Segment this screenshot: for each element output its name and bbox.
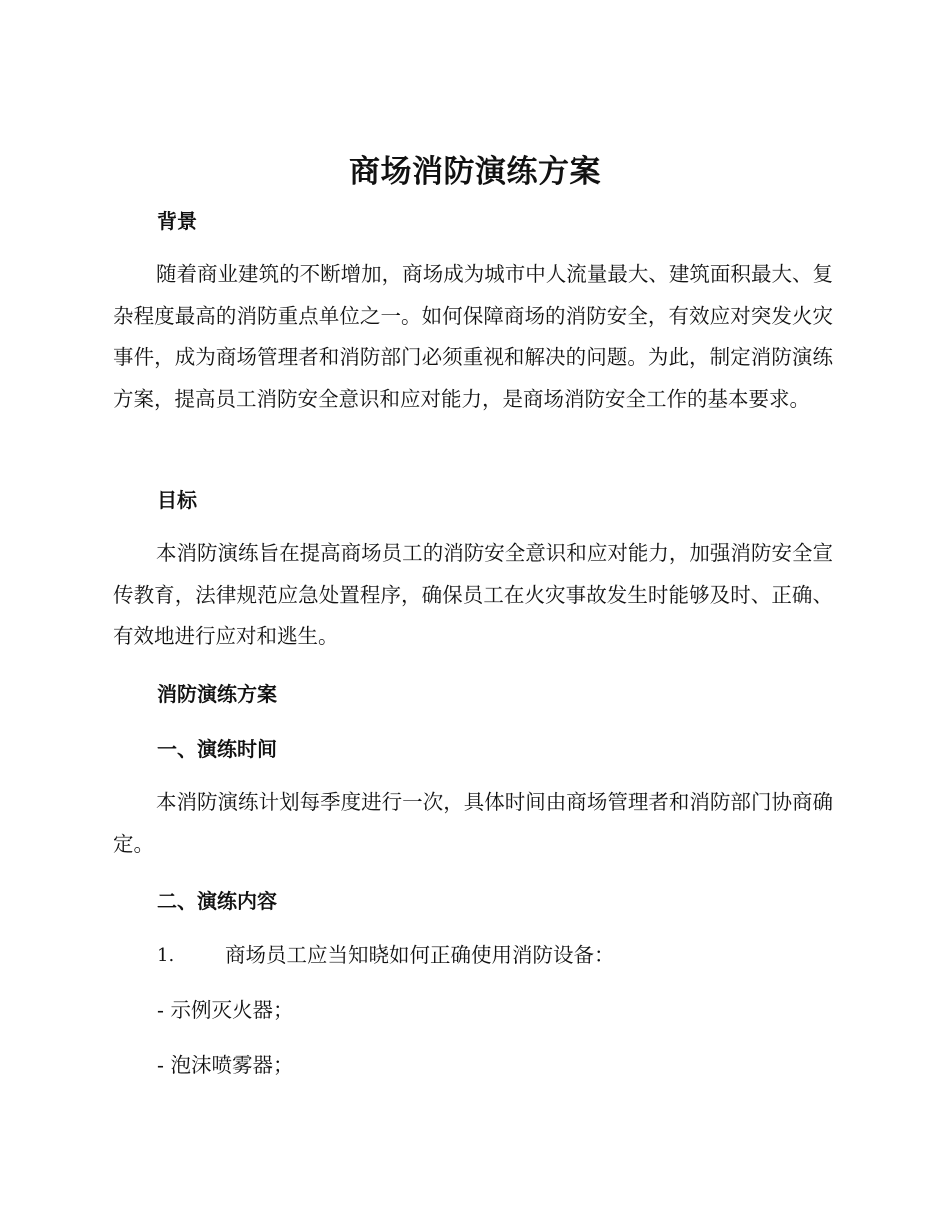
goal-paragraph: 本消防演练旨在提高商场员工的消防安全意识和应对能力，加强消防安全宣传教育，法律规范应急处置程序，确保员工在火灾事故发生时能够及时、正确、有效地进行应对和逃生。 — [113, 541, 833, 648]
section-heading-goal: 目标 — [157, 488, 197, 512]
section-heading-background: 背景 — [157, 209, 197, 233]
document-title: 商场消防演练方案 — [349, 154, 601, 190]
section-heading-plan: 消防演练方案 — [157, 682, 277, 706]
time-paragraph: 本消防演练计划每季度进行一次，具体时间由商场管理者和消防部门协商确定。 — [113, 790, 833, 856]
bullet-item-extinguisher: - 示例灭火器； — [157, 998, 294, 1022]
list-item-number: 1. — [157, 945, 175, 966]
list-item-text: 商场员工应当知晓如何正确使用消防设备： — [225, 943, 615, 967]
section-heading-content: 二、演练内容 — [157, 889, 277, 913]
bullet-item-foam-sprayer: - 泡沫喷雾器； — [157, 1053, 294, 1077]
section-heading-time: 一、演练时间 — [157, 737, 277, 761]
background-paragraph: 随着商业建筑的不断增加，商场成为城市中人流量最大、建筑面积最大、复杂程度最高的消防重点单位之一。如何保障商场的消防安全，有效应对突发火灾事件，成为商场管理者和消防部门必须重视和解决的问题。为此，制定消防演练方案，提高员工消防安全意识和应对能力，是商场消防安全工作的基本要求。 — [113, 262, 833, 411]
